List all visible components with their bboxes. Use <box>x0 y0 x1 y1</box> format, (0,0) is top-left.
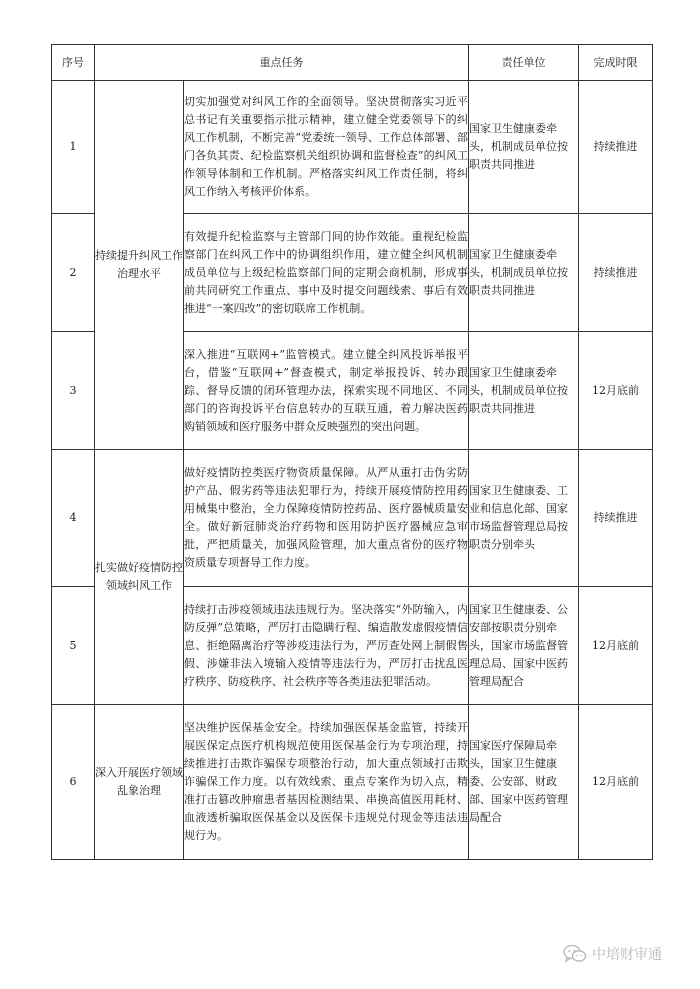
row-no: 5 <box>52 587 95 705</box>
task-cell: 持续打击涉疫领域违法违规行为。坚决落实“外防输入，内防反弹”总策略，严厉打击隐瞒行程、编造散发虚假疫情信息、拒绝隔离治疗等涉疫违法行为，严厉查处网上制假售假、涉嫌非法入境输入疫情等违法行为，严厉打击扰乱医疗秩序、防疫秩序、社会秩序等各类违法犯罪活动。 <box>184 587 469 705</box>
unit-cell: 国家卫生健康委牵头，机制成员单位按职责共同推进 <box>469 214 579 332</box>
task-cell: 有效提升纪检监察与主管部门间的协作效能。重视纪检监察部门在纠风工作中的协调组织作用，建立健全纠风机制成员单位与上级纪检监察部门间的定期会商机制，形成事前共同研究工作重点、事中及时提交问题线索、事后有效推进“一案四改”的密切联席工作机制。 <box>184 214 469 332</box>
task-cell: 深入推进“互联网+”监管模式。建立健全纠风投诉举报平台，借鉴“互联网+”督查模式，制定举报投诉、转办跟踪、督导反馈的闭环管理办法，探索实现不同地区、不同部门的咨询投诉平台信息转办的互联互通，着力解决医药购销领域和医疗服务中群众反映强烈的突出问题。 <box>184 332 469 450</box>
task-cell: 切实加强党对纠风工作的全面领导。坚决贯彻落实习近平总书记有关重要指示批示精神，建立健全党委领导下的纠风工作机制，不断完善“党委统一领导、工作总体部署、部门各负其责、纪检监察机关组织协调和监督检查”的纠风工作领导体制和工作机制。严格落实纠风工作责任制，将纠风工作纳入考核评价体系。 <box>184 81 469 214</box>
watermark-text: 中培财审通 <box>592 947 662 963</box>
task-cell: 做好疫情防控类医疗物资质量保障。从严从重打击伪劣防护产品、假劣药等违法犯罪行为，持续开展疫情防控用药用械集中整治，全力保障疫情防控药品、医疗器械质量安全。做好新冠肺炎治疗药物和医用防护医疗器械应急审批，严把质量关，加强风险管理，加大重点省份的医疗物资质量专项督导工作力度。 <box>184 450 469 587</box>
table-row <box>52 705 653 860</box>
row-no: 4 <box>52 450 95 587</box>
unit-cell: 国家卫生健康委牵头，机制成员单位按职责共同推进 <box>469 81 579 214</box>
unit-cell: 国家卫生健康委牵头，机制成员单位按职责共同推进 <box>469 332 579 450</box>
time-cell: 12月底前 <box>579 705 653 860</box>
row-no: 3 <box>52 332 95 450</box>
time-cell: 12月底前 <box>579 587 653 705</box>
header-time: 完成时限 <box>579 45 653 81</box>
time-cell: 持续推进 <box>579 81 653 214</box>
category-cell: 持续提升纠风工作治理水平 <box>95 81 184 450</box>
header-unit: 责任单位 <box>469 45 579 81</box>
row-no: 1 <box>52 81 95 214</box>
unit-cell: 国家卫生健康委、工业和信息化部、国家市场监督管理总局按职责分别牵头 <box>469 450 579 587</box>
unit-cell: 国家医疗保障局牵头，国家卫生健康委、公安部、财政部、国家中医药管理局配合 <box>469 705 579 860</box>
table-header-row <box>52 45 653 81</box>
wechat-icon <box>563 944 587 964</box>
time-cell: 12月底前 <box>579 332 653 450</box>
table-row <box>52 81 653 214</box>
category-cell: 深入开展医疗领域乱象治理 <box>95 705 184 860</box>
watermark <box>563 943 662 965</box>
task-table <box>51 44 653 860</box>
header-task: 重点任务 <box>95 45 469 81</box>
unit-cell: 国家卫生健康委、公安部按职责分别牵头，国家市场监督管理总局、国家中医药管理局配合 <box>469 587 579 705</box>
time-cell: 持续推进 <box>579 450 653 587</box>
header-no: 序号 <box>52 45 95 81</box>
row-no: 2 <box>52 214 95 332</box>
category-cell: 扎实做好疫情防控领域纠风工作 <box>95 450 184 705</box>
task-cell: 坚决维护医保基金安全。持续加强医保基金监管，持续开展医保定点医疗机构规范使用医保基金行为专项治理，持续推进打击欺诈骗保专项整治行动，加大重点领域打击欺诈骗保工作力度。以有效线索、重点专案作为切入点，精准打击篡改肿瘤患者基因检测结果、串换高值医用耗材、血液透析骗取医保基金以及医保卡违规兑付现金等违法违规行为。 <box>184 705 469 860</box>
time-cell: 持续推进 <box>579 214 653 332</box>
table-row <box>52 450 653 587</box>
row-no: 6 <box>52 705 95 860</box>
